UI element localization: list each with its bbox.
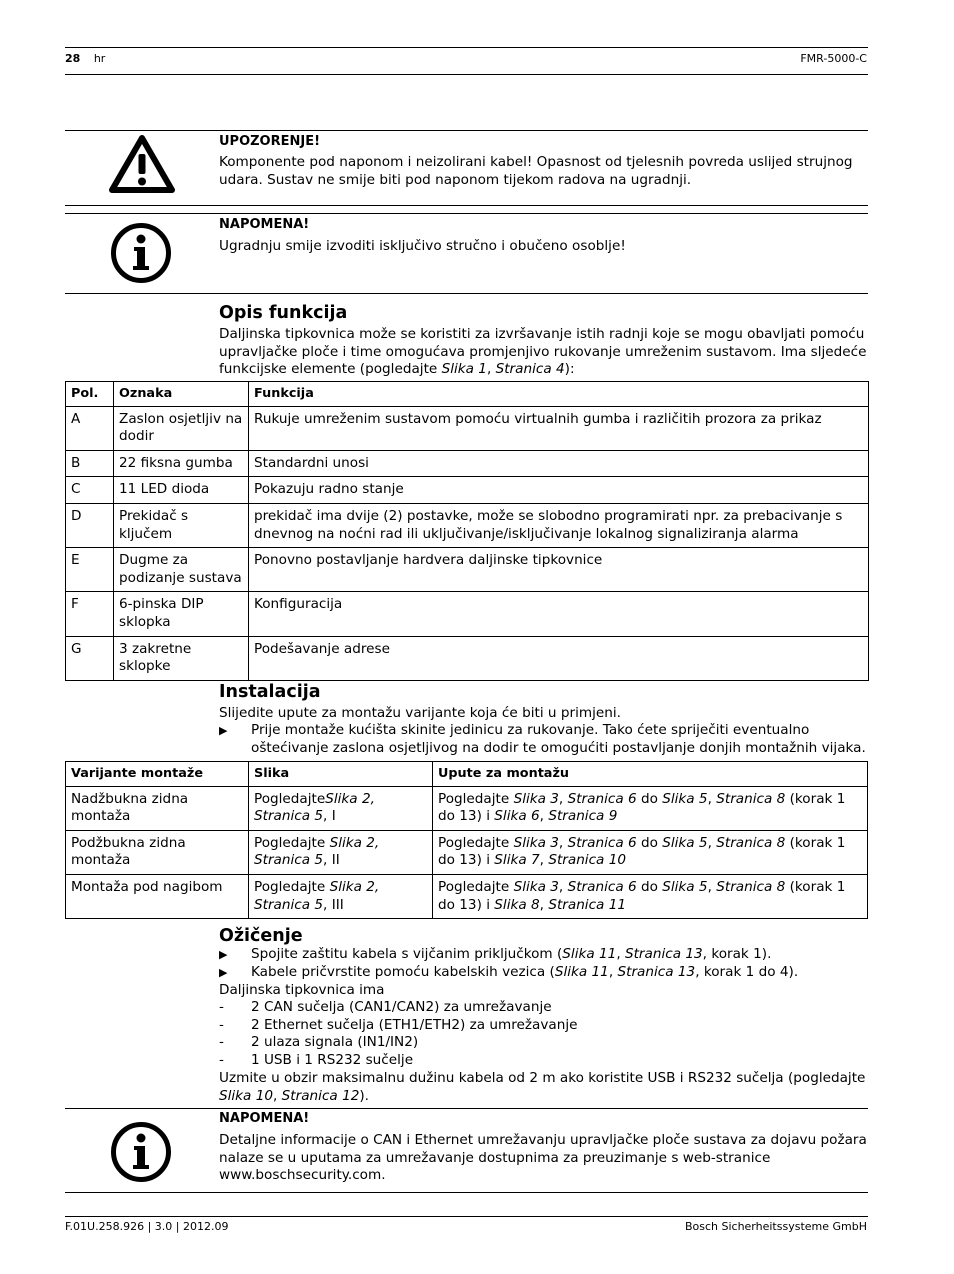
- column-header: Funkcija: [249, 382, 869, 407]
- list-item: - 2 Ethernet sučelja (ETH1/ETH2) za umrežavanje: [219, 1017, 578, 1033]
- table-cell: Zaslon osjetljiv na dodir: [114, 406, 249, 450]
- table-header-row: [66, 762, 868, 787]
- table-cell: D: [66, 503, 114, 547]
- info-icon: [110, 1121, 172, 1183]
- instalacija-bullet: ▶ Prije montaže kućišta skinite jedinicu za rukovanje. Tako ćete spriječiti eventualno oštećivanje zaslona osjetljivog na dodir te omogućiti postavljanje donjih montažnih vijaka.: [219, 722, 866, 756]
- table-cell: Podžbukna zidna montaža: [66, 830, 249, 874]
- table-cell: E: [66, 548, 114, 592]
- list-item: - 2 ulaza signala (IN1/IN2): [219, 1034, 419, 1050]
- page-header: [65, 52, 105, 65]
- table-row: [66, 477, 869, 504]
- table-cell: B: [66, 450, 114, 477]
- list-intro: Daljinska tipkovnica ima: [219, 982, 385, 998]
- note1-title: NAPOMENA!: [219, 217, 310, 232]
- table-cell: prekidač ima dvije (2) postavke, može se slobodno programirati npr. za prebacivanje s dnevnog na noćni rad ili uključivanje/isključivanje lokalnog signaliziranja alarma: [249, 503, 869, 547]
- info-icon: [110, 222, 172, 284]
- footer-company: Bosch Sicherheitssysteme GmbH: [684, 1220, 867, 1233]
- column-header: Pol.: [66, 382, 114, 407]
- table-cell: Prekidač s ključem: [114, 503, 249, 547]
- table-cell: 6-pinska DIP sklopka: [114, 592, 249, 636]
- table-cell: Montaža pod nagibom: [66, 874, 249, 918]
- instalacija-intro: Slijedite upute za montažu varijante koja će biti u primjeni.: [219, 705, 621, 721]
- table-cell: PogledajteSlika 2, Stranica 5, I: [249, 786, 433, 830]
- language-code: hr: [93, 52, 106, 65]
- function-table: [65, 381, 869, 681]
- table-row: [66, 830, 868, 874]
- list-item: - 2 CAN sučelja (CAN1/CAN2) za umrežavanje: [219, 999, 552, 1015]
- table-cell: A: [66, 406, 114, 450]
- table-row: [66, 786, 868, 830]
- table-cell: Standardni unosi: [249, 450, 869, 477]
- table-cell: F: [66, 592, 114, 636]
- table-cell: 3 zakretne sklopke: [114, 636, 249, 680]
- table-cell: G: [66, 636, 114, 680]
- table-row: [66, 636, 869, 680]
- list-item: - 1 USB i 1 RS232 sučelje: [219, 1052, 414, 1068]
- table-row: [66, 503, 869, 547]
- warning-triangle-icon: [109, 134, 175, 194]
- table-row: [66, 548, 869, 592]
- footer-doc-info: F.01U.258.926 | 3.0 | 2012.09: [65, 1220, 229, 1233]
- table-cell: 22 fiksna gumba: [114, 450, 249, 477]
- warning-text: Komponente pod naponom i neizolirani kabel! Opasnost od tjelesnih povreda uslijed strujnog udara. Sustav ne smije biti pod naponom tijekom radova na ugradnji.: [219, 154, 853, 188]
- table-cell: Pogledajte Slika 2, Stranica 5, III: [249, 874, 433, 918]
- warning-title: UPOZORENJE!: [219, 134, 321, 149]
- note2-title: NAPOMENA!: [219, 1111, 310, 1126]
- column-header: Oznaka: [114, 382, 249, 407]
- table-cell: 11 LED dioda: [114, 477, 249, 504]
- table-row: [66, 406, 869, 450]
- column-header: Slika: [249, 762, 433, 787]
- table-cell: C: [66, 477, 114, 504]
- page-number: 28: [65, 52, 81, 65]
- column-header: Upute za montažu: [433, 762, 868, 787]
- ozicenje-bullet-1: ▶ Spojite zaštitu kabela s vijčanim priključkom (Slika 11, Stranica 13, korak 1).: [219, 946, 772, 962]
- table-cell: Dugme za podizanje sustava: [114, 548, 249, 592]
- table-cell: Pogledajte Slika 3, Stranica 6 do Slika 5, Stranica 8 (korak 1 do 13) i Slika 7, Stranica 10: [433, 830, 868, 874]
- section-heading-instalacija: Instalacija: [219, 682, 321, 702]
- product-name: FMR-5000-C: [800, 52, 867, 65]
- note1-text: Ugradnju smije izvoditi isključivo stručno i obučeno osoblje!: [219, 238, 626, 254]
- section-heading-opis: Opis funkcija: [219, 303, 348, 323]
- table-cell: Pogledajte Slika 3, Stranica 6 do Slika 5, Stranica 8 (korak 1 do 13) i Slika 8, Stranica 11: [433, 874, 868, 918]
- table-cell: Pogledajte Slika 2, Stranica 5, II: [249, 830, 433, 874]
- opis-intro: Daljinska tipkovnica može se koristiti za izvršavanje istih radnji koje se mogu obavljati pomoću upravljačke ploče i time omogućava promjenjivo rukovanje umreženim sustavom. Ima sljedeće funkcijske elemente (pogledajte Slika 1, Stranica 4):: [219, 326, 867, 378]
- bullet-marker: ▶: [219, 966, 228, 979]
- table-cell: Pokazuju radno stanje: [249, 477, 869, 504]
- table-row: [66, 450, 869, 477]
- table-cell: Pogledajte Slika 3, Stranica 6 do Slika 5, Stranica 8 (korak 1 do 13) i Slika 6, Stranica 9: [433, 786, 868, 830]
- table-cell: Nadžbukna zidna montaža: [66, 786, 249, 830]
- table-row: [66, 592, 869, 636]
- bullet-marker: ▶: [219, 724, 228, 737]
- table-cell: Rukuje umreženim sustavom pomoću virtualnih gumba i različitih prozora za prikaz: [249, 406, 869, 450]
- bullet-marker: ▶: [219, 948, 228, 961]
- table-cell: Konfiguracija: [249, 592, 869, 636]
- note2-text: Detaljne informacije o CAN i Ethernet umrežavanju upravljačke ploče sustava za dojavu požara nalaze se u uputama za umrežavanje dostupnima za preuzimanje s web-stranice www.boschsecurity.com.: [219, 1132, 867, 1184]
- column-header: Varijante montaže: [66, 762, 249, 787]
- ozicenje-closing: Uzmite u obzir maksimalnu dužinu kabela od 2 m ako koristite USB i RS232 sučelja (pogledajte Slika 10, Stranica 12).: [219, 1070, 866, 1104]
- table-header-row: [66, 382, 869, 407]
- ozicenje-bullet-2: ▶ Kabele pričvrstite pomoću kabelskih vezica (Slika 11, Stranica 13, korak 1 do 4).: [219, 964, 799, 980]
- table-row: [66, 874, 868, 918]
- mounting-table: [65, 761, 868, 919]
- table-cell: Ponovno postavljanje hardvera daljinske tipkovnice: [249, 548, 869, 592]
- section-heading-ozicenje: Ožičenje: [219, 926, 303, 946]
- table-cell: Podešavanje adrese: [249, 636, 869, 680]
